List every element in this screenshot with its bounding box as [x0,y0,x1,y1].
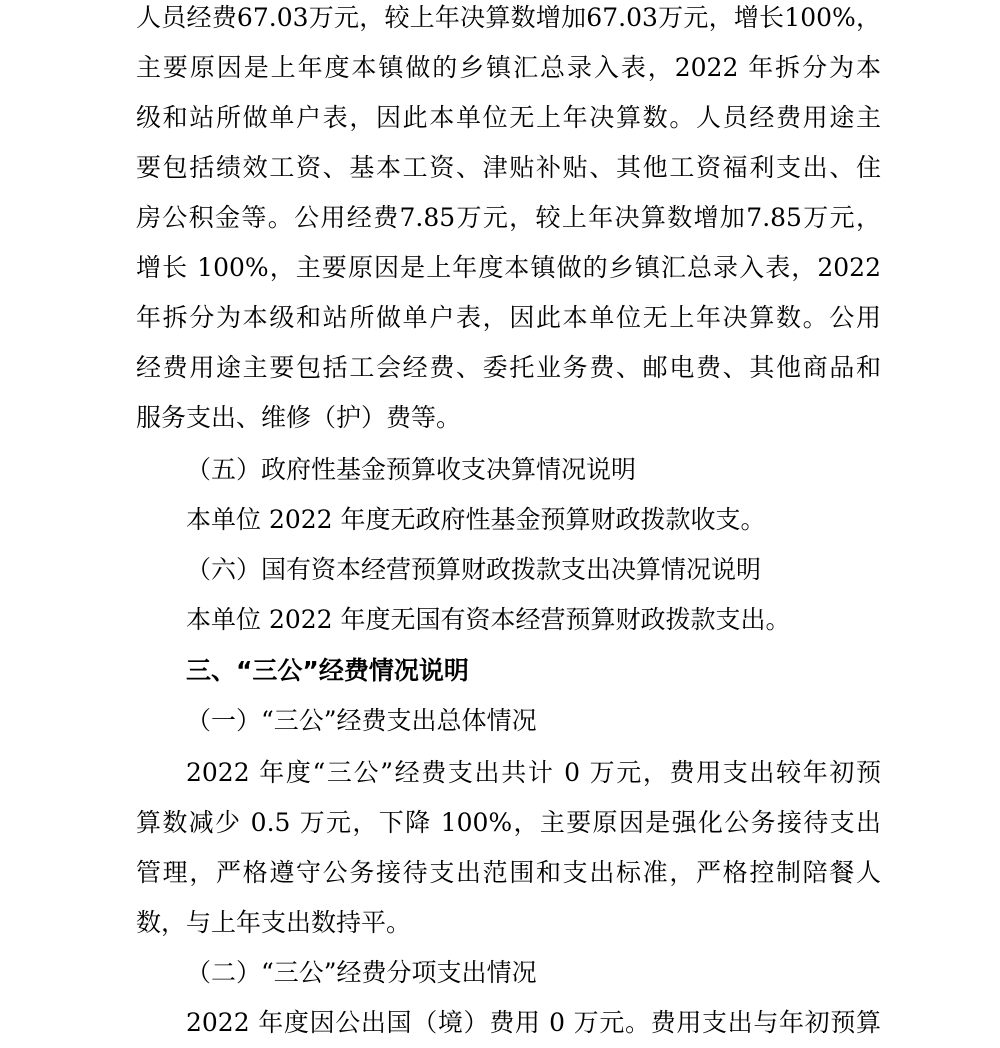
section-heading: 三、“三公”经费情况说明 [186,656,469,685]
body-line: 人员经费67.03万元，较上年决算数增加67.03万元，增长100%， [136,3,881,32]
body-line: 主要原因是上年度本镇做的乡镇汇总录入表，2022 年拆分为本 [136,53,881,82]
body-line: 年拆分为本级和站所做单户表，因此本单位无上年决算数。公用 [136,303,881,332]
body-line: 房公积金等。公用经费7.85万元，较上年决算数增加7.85万元， [136,203,881,232]
body-line: 级和站所做单户表，因此本单位无上年决算数。人员经费用途主 [136,103,881,132]
body-line: 服务支出、维修（护）费等。 [136,403,462,432]
body-line: 本单位 2022 年度无政府性基金预算财政拨款收支。 [186,505,766,534]
body-line: 经费用途主要包括工会经费、委托业务费、邮电费、其他商品和 [136,353,881,382]
subsection-heading: （一）“三公”经费支出总体情况 [186,706,537,735]
body-line: 本单位 2022 年度无国有资本经营预算财政拨款支出。 [186,605,791,634]
body-line: 增长 100%，主要原因是上年度本镇做的乡镇汇总录入表，2022 [136,253,881,282]
subsection-heading: （六）国有资本经营预算财政拨款支出决算情况说明 [186,555,762,584]
body-line: 数，与上年支出数持平。 [136,908,412,937]
body-line: 管理，严格遵守公务接待支出范围和支出标准，严格控制陪餐人 [136,858,881,887]
body-line: 要包括绩效工资、基本工资、津贴补贴、其他工资福利支出、住 [136,153,881,182]
body-line: 算数减少 0.5 万元，下降 100%，主要原因是强化公务接待支出 [136,808,881,837]
subsection-heading: （二）“三公”经费分项支出情况 [186,958,537,987]
body-line: 2022 年度因公出国（境）费用 0 万元。费用支出与年初预算 [186,1008,881,1037]
subsection-heading: （五）政府性基金预算收支决算情况说明 [186,455,637,484]
body-line: 2022 年度“三公”经费支出共计 0 万元，费用支出较年初预 [186,758,881,787]
